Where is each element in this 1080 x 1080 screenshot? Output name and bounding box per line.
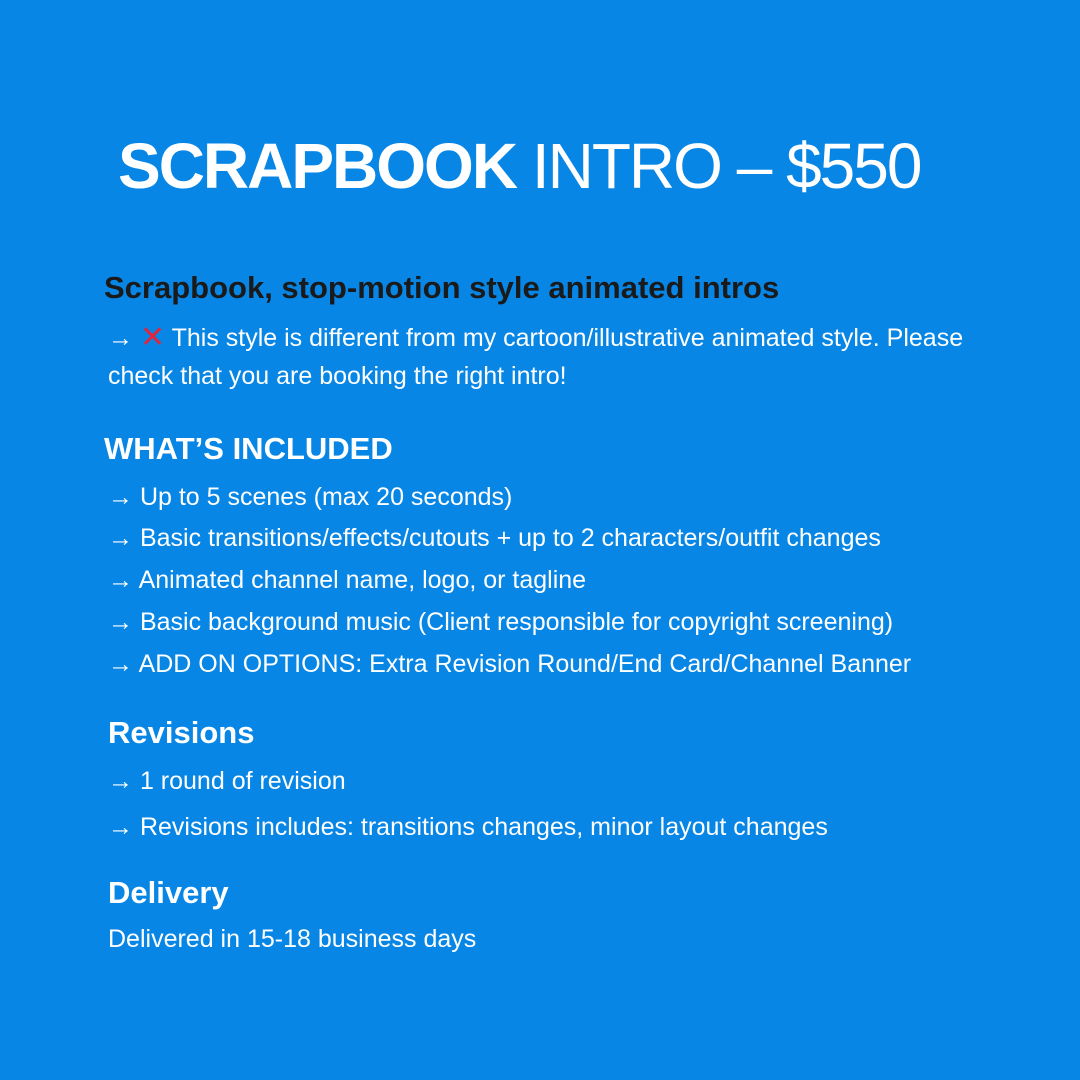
included-item-4: Basic background music (Client responsible for copyright screening) (139, 608, 894, 636)
cross-mark-icon: ✕ (139, 321, 166, 354)
list-item (108, 811, 828, 843)
title-rest: INTRO – $550 (516, 130, 921, 202)
arrow-icon: → (108, 324, 133, 352)
arrow-icon: → (108, 767, 133, 795)
list-item (108, 648, 911, 680)
list-item (108, 522, 881, 554)
arrow-icon: → (108, 524, 133, 552)
title-bold: SCRAPBOOK (118, 130, 517, 202)
page-title (118, 128, 920, 204)
revisions-heading: Revisions (108, 715, 255, 750)
intro-note (108, 319, 988, 395)
included-item-2: Basic transitions/effects/cutouts + up to 2 characters/outfit changes (139, 524, 881, 552)
arrow-icon: → (108, 566, 133, 594)
included-item-1: Up to 5 scenes (max 20 seconds) (139, 483, 513, 511)
intro-note-text: This style is different from my cartoon/illustrative animated style. Please check that you are booking the right intro! (108, 324, 964, 390)
revisions-item-1: 1 round of revision (139, 767, 346, 795)
delivery-heading: Delivery (108, 875, 229, 910)
list-item (108, 765, 346, 797)
included-heading: WHAT’S INCLUDED (104, 431, 393, 466)
arrow-icon: → (108, 483, 133, 511)
included-item-5: ADD ON OPTIONS: Extra Revision Round/End Card/Channel Banner (138, 650, 912, 678)
list-item (108, 606, 893, 638)
list-item (108, 564, 586, 596)
intro-heading: Scrapbook, stop-motion style animated intros (104, 270, 780, 305)
arrow-icon: → (108, 608, 133, 636)
delivery-text: Delivered in 15-18 business days (108, 925, 477, 953)
revisions-item-2: Revisions includes: transitions changes, minor layout changes (139, 813, 828, 841)
list-item (108, 481, 512, 513)
arrow-icon: → (108, 650, 133, 678)
arrow-icon: → (108, 813, 133, 841)
included-item-3: Animated channel name, logo, or tagline (138, 566, 587, 594)
